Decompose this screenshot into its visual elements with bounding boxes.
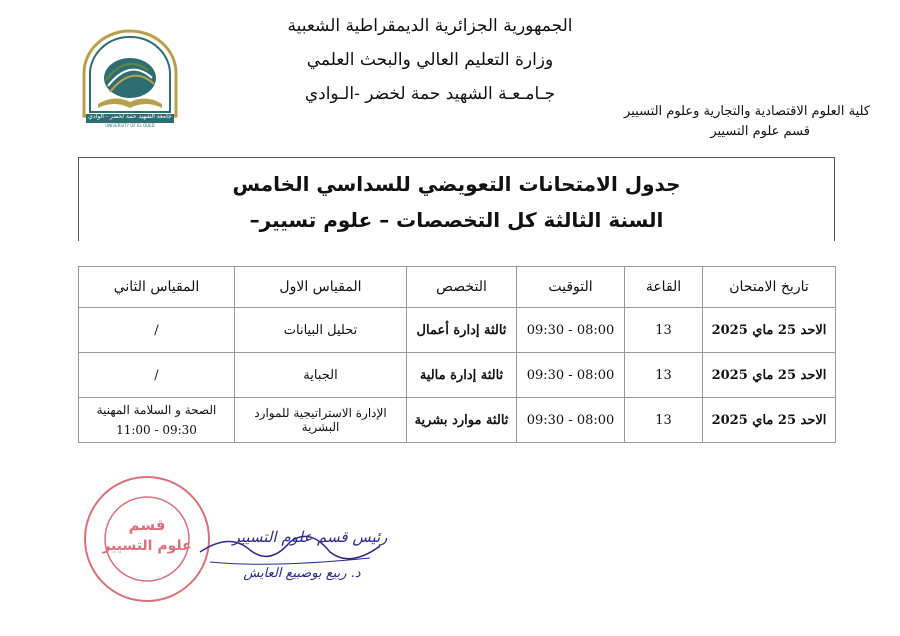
stamp-center-bottom: علوم التسيير [102, 538, 192, 554]
cell-module1: الجباية [235, 353, 407, 398]
signature-title: رئيس قسم علوم التسيير [232, 528, 388, 546]
cell-module2 [79, 353, 235, 398]
table-row [79, 353, 836, 398]
logo-ribbon-text: جامعة الشهيد حمة لخضر - الوادي [88, 113, 172, 120]
module2-time: 09:30 - 11:00 [116, 423, 197, 437]
col-header-date: تاريخ الامتحان [703, 267, 836, 308]
module2-label: / [154, 322, 159, 338]
header-university: جـامـعـة الشهيد حمة لخضر -الـوادي [304, 84, 556, 104]
stamp-ring-text [82, 474, 86, 476]
signature-scribble-icon [190, 522, 390, 572]
cell-specialty: ثالثة إدارة مالية [407, 353, 517, 398]
module2-label: الصحة و السلامة المهنية [96, 403, 217, 417]
title-box [78, 157, 835, 241]
cell-module2 [79, 398, 235, 443]
cell-specialty: ثالثة إدارة أعمال [407, 308, 517, 353]
exam-schedule-table [78, 266, 836, 443]
table-row [79, 308, 836, 353]
page-subtitle: السنة الثالثة كل التخصصات – علوم تسيير– [249, 208, 664, 232]
table-header-row [79, 267, 836, 308]
cell-date: الاحد 25 ماي 2025 [703, 398, 836, 443]
cell-room: 13 [625, 353, 703, 398]
cell-date: الاحد 25 ماي 2025 [703, 353, 836, 398]
table-row [79, 398, 836, 443]
cell-room: 13 [625, 398, 703, 443]
page-title: جدول الامتحانات التعويضي للسداسي الخامس [232, 172, 681, 196]
cell-time: 08:00 - 09:30 [517, 353, 625, 398]
department-name: قسم علوم التسيير [710, 124, 810, 139]
cell-module1: تحليل البيانات [235, 308, 407, 353]
cell-specialty: ثالثة موارد بشرية [407, 398, 517, 443]
col-header-time: التوقيت [517, 267, 625, 308]
header-ministry: وزارة التعليم العالي والبحث العلمي [306, 50, 554, 70]
university-logo [76, 28, 184, 128]
col-header-module2: المقياس الثاني [79, 267, 235, 308]
header-republic: الجمهورية الجزائرية الديمقراطية الشعبية [287, 16, 573, 36]
cell-time: 08:00 - 09:30 [517, 398, 625, 443]
cell-room: 13 [625, 308, 703, 353]
stamp-center-top: قسم [128, 516, 166, 534]
cell-module2 [79, 308, 235, 353]
logo-sub-text: UNIVERSITY OF EL OUED [105, 123, 155, 128]
svg-text:وزارة التعليم العالي والبحث ال [82, 474, 86, 476]
faculty-name: كلية العلوم الاقتصادية والتجارية وعلوم التسيير [624, 104, 870, 119]
cell-date: الاحد 25 ماي 2025 [703, 308, 836, 353]
cell-time: 08:00 - 09:30 [517, 308, 625, 353]
col-header-room: القاعة [625, 267, 703, 308]
module2-label: / [154, 367, 159, 383]
cell-module1: الإدارة الاستراتيجية للموارد البشرية [235, 398, 407, 443]
col-header-specialty: التخصص [407, 267, 517, 308]
col-header-module1: المقياس الاول [235, 267, 407, 308]
signatory-name: د. ربيع بوصبيع العايش [243, 566, 361, 581]
